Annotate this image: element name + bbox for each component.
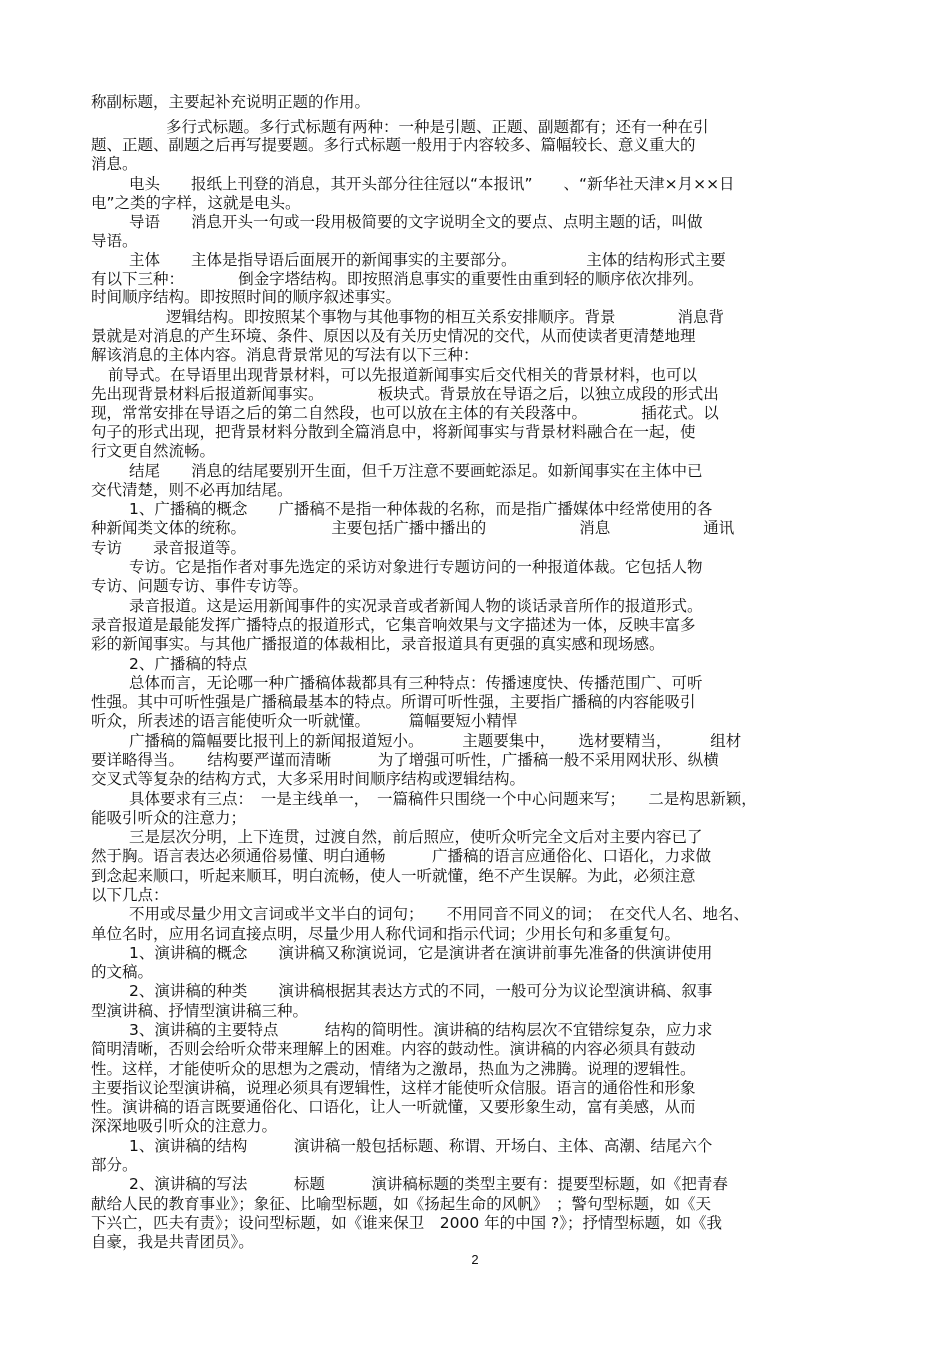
text-line: 电头 报纸上刊登的消息，其开头部分往往冠以“本报讯” 、“新华社天津×月××日 [129, 175, 735, 193]
text-line: 时间顺序结构。即按照时间的顺序叙述事实。 [91, 288, 402, 306]
text-line: 简明清晰，否则会给听众带来理解上的困难。内容的鼓动性。演讲稿的内容必须具有鼓动 [91, 1040, 696, 1058]
text-line: 的文稿。 [91, 963, 154, 981]
text-line: 1、演讲稿的结构 演讲稿一般包括标题、称谓、开场白、主体、高潮、结尾六个 [129, 1137, 713, 1155]
text-line: 称副标题，主要起补充说明正题的作用。 [91, 93, 371, 111]
text-line: 录音报道是最能发挥广播特点的报道形式，它集音响效果与文字描述为一体，反映丰富多 [91, 616, 696, 634]
text-line: 然于胸。语言表达必须通俗易懂、明白通畅 广播稿的语言应通俗化、口语化，力求做 [91, 847, 712, 865]
text-line: 能吸引听众的注意力； [91, 809, 247, 827]
text-line: 彩的新闻事实。与其他广播报道的体裁相比，录音报道具有更强的真实感和现场感。 [91, 635, 665, 653]
text-line: 性强。其中可听性强是广播稿最基本的特点。所谓可听性强，主要指广播稿的内容能吸引 [91, 693, 696, 711]
text-line: 专访 录音报道等。 [91, 539, 247, 557]
text-line: 主体 主体是指导语后面展开的新闻事实的主要部分。 主体的结构形式主要 [129, 251, 726, 269]
text-line: 不用或尽量少用文言词或半文半白的词句； 不用同音不同义的词； 在交代人名、地名、 [129, 905, 750, 923]
text-line: 3、演讲稿的主要特点 结构的简明性。演讲稿的结构层次不宜错综复杂，应力求 [129, 1021, 713, 1039]
text-line: 下兴亡，匹夫有责》；设问型标题，如《谁来保卫 2000 年的中国 ?》；抒情型标题，如《我 [91, 1214, 723, 1232]
text-line: 部分。 [91, 1156, 138, 1174]
text-line: 广播稿的篇幅要比报刊上的新闻报道短小。 主题要集中， 选材要精当， 组材 [129, 732, 742, 750]
text-line: 性。这样，才能使听众的思想为之震动，情绪为之激昂，热血为之沸腾。说理的逻辑性。 [91, 1060, 696, 1078]
text-line: 专访。它是指作者对事先选定的采访对象进行专题访问的一种报道体裁。它包括人物 [129, 558, 703, 576]
text-line: 录音报道。这是运用新闻事件的实况录音或者新闻人物的谈话录音所作的报道形式。 [129, 597, 703, 615]
text-line: 主要指议论型演讲稿，说理必须具有逻辑性，这样才能使听众信服。语言的通俗性和形象 [91, 1079, 696, 1097]
text-line: 电”之类的字样，这就是电头。 [91, 194, 301, 212]
text-line: 1、演讲稿的概念 演讲稿又称演说词，它是演讲者在演讲前事先准备的供演讲使用 [129, 944, 713, 962]
text-line: 现，常常安排在导语之后的第二自然段，也可以放在主体的有关段落中。 插花式。以 [91, 404, 719, 422]
text-line: 解该消息的主体内容。消息背景常见的写法有以下三种： [91, 346, 479, 364]
text-line: 自豪，我是共青团员》。 [91, 1233, 254, 1251]
text-line: 型演讲稿、抒情型演讲稿三种。 [91, 1002, 309, 1020]
text-line: 种新闻类文体的统称。 主要包括广播中播出的 消息 通讯 [91, 519, 735, 537]
text-line: 具体要求有三点： 一是主线单一， 一篇稿件只围绕一个中心问题来写； 二是构思新颖， [129, 790, 757, 808]
text-line: 逻辑结构。即按照某个事物与其他事物的相互关系安排顺序。背景 消息背 [166, 308, 725, 326]
text-line: 1、广播稿的概念 广播稿不是指一种体裁的名称，而是指广播媒体中经常使用的各 [129, 500, 713, 518]
text-line: 结尾 消息的结尾要别开生面，但千万注意不要画蛇添足。如新闻事实在主体中已 [129, 462, 703, 480]
text-line: 交叉式等复杂的结构方式，大多采用时间顺序结构或逻辑结构。 [91, 770, 526, 788]
text-line: 消息。 [91, 155, 138, 173]
text-line: 听众，所表述的语言能使听众一听就懂。 篇幅要短小精悍 [91, 712, 518, 730]
text-line: 单位名时，应用名词直接点明，尽量少用人称代词和指示代词；少用长句和多重复句。 [91, 925, 681, 943]
text-line: 要详略得当。 结构要严谨而清晰 为了增强可听性，广播稿一般不采用网状形、纵横 [91, 751, 719, 769]
text-line: 句子的形式出现，把背景材料分散到全篇消息中，将新闻事实与背景材料融合在一起，使 [91, 423, 696, 441]
text-line: 2、演讲稿的写法 标题 演讲稿标题的类型主要有：提要型标题，如《把青春 [129, 1175, 728, 1193]
text-line: 有以下三种： 倒金字塔结构。即按照消息事实的重要性由重到轻的顺序依次排列。 [91, 270, 704, 288]
text-line: 性。演讲稿的语言既要通俗化、口语化，让人一听就懂，又要形象生动，富有美感，从而 [91, 1098, 696, 1116]
text-line: 三是层次分明，上下连贯，过渡自然，前后照应，使听众听完全文后对主要内容已了 [129, 828, 703, 846]
text-line: 深深地吸引听众的注意力。 [91, 1117, 278, 1135]
text-line: 导语。 [91, 232, 138, 250]
text-line: 2、演讲稿的种类 演讲稿根据其表达方式的不同，一般可分为议论型演讲稿、叙事 [129, 982, 713, 1000]
text-line: 景就是对消息的产生环境、条件、原因以及有关历史情况的交代，从而使读者更清楚地理 [91, 327, 696, 345]
text-line: 2、广播稿的特点 [129, 655, 248, 673]
text-line: 到念起来顺口，听起来顺耳，明白流畅，使人一听就懂，绝不产生误解。为此，必须注意 [91, 867, 696, 885]
text-line: 行文更自然流畅。 [91, 442, 216, 460]
text-line: 先出现背景材料后报道新闻事实。 板块式。背景放在导语之后，以独立成段的形式出 [91, 385, 719, 403]
text-line: 多行式标题。多行式标题有两种：一种是引题、正题、副题都有；还有一种在引 [166, 118, 709, 136]
page-number: 2 [471, 1252, 479, 1267]
text-line: 献给人民的教育事业》；象征、比喻型标题，如《扬起生命的风帆》 ；警句型标题，如《天 [91, 1195, 712, 1213]
text-line: 总体而言，无论哪一种广播稿体裁都具有三种特点：传播速度快、传播范围广、可听 [129, 674, 703, 692]
text-line: 以下几点： [91, 886, 169, 904]
text-line: 题、正题、副题之后再写提要题。多行式标题一般用于内容较多、篇幅较长、意义重大的 [91, 136, 696, 154]
text-line: 交代清楚，则不必再加结尾。 [91, 481, 293, 499]
text-line: 专访、问题专访、事件专访等。 [91, 577, 309, 595]
text-line: 前导式。在导语里出现背景材料，可以先报道新闻事实后交代相关的背景材料，也可以 [108, 366, 698, 384]
text-line: 导语 消息开头一句或一段用极简要的文字说明全文的要点、点明主题的话，叫做 [129, 213, 703, 231]
